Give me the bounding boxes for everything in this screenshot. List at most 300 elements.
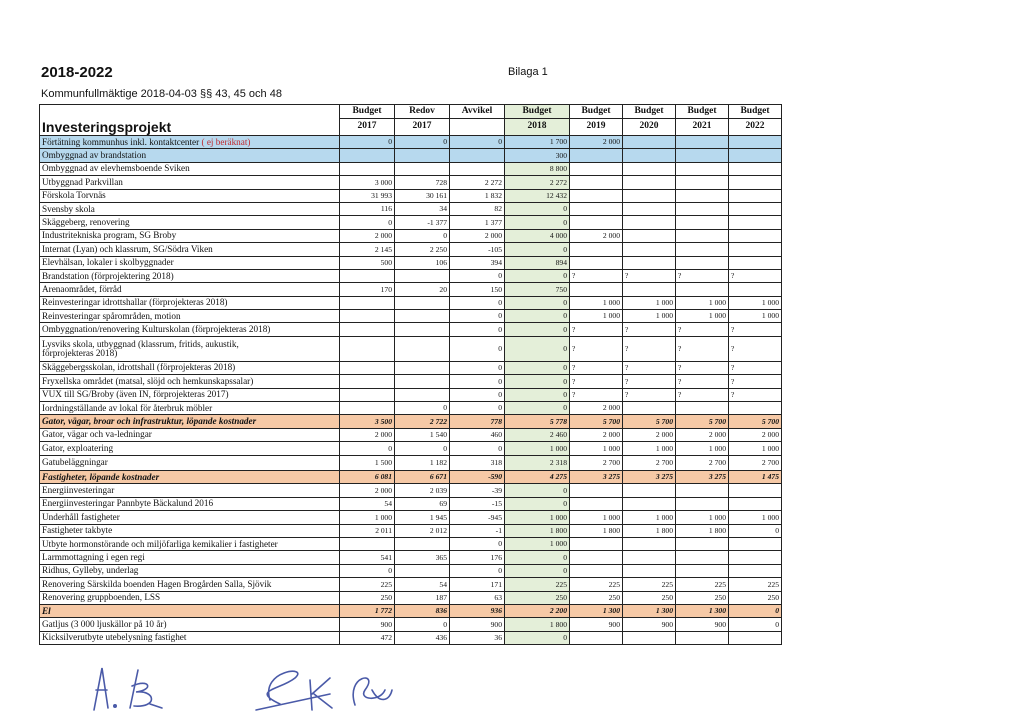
col-header-top: Budget	[676, 105, 729, 119]
project-name: Utbyte hormonstörande och miljöfarliga kemikalier i fastigheter	[42, 538, 278, 549]
value-cell: 0	[395, 442, 450, 455]
value-cell: 0	[450, 402, 505, 415]
table-row	[40, 484, 782, 497]
value-cell: 1 300	[676, 605, 729, 618]
value-cell	[395, 323, 450, 336]
value-cell: 0	[340, 564, 395, 577]
value-cell: 2 272	[450, 176, 505, 189]
value-cell: 1 800	[505, 618, 570, 631]
value-cell: ?	[676, 323, 729, 336]
value-cell: 0	[505, 202, 570, 215]
col-header-year: 2022	[729, 119, 782, 136]
value-cell	[570, 551, 623, 564]
value-cell	[395, 162, 450, 175]
value-cell	[729, 631, 782, 644]
value-cell	[729, 551, 782, 564]
value-cell: ?	[570, 323, 623, 336]
value-cell	[340, 323, 395, 336]
value-cell	[340, 375, 395, 388]
value-cell: 225	[623, 578, 676, 591]
project-name-cell	[40, 551, 340, 564]
project-name-cell	[40, 283, 340, 296]
value-cell: 1 945	[395, 511, 450, 524]
value-cell: 1 800	[623, 524, 676, 537]
table-row	[40, 631, 782, 644]
value-cell	[623, 538, 676, 551]
table-row	[40, 538, 782, 551]
value-cell	[340, 269, 395, 282]
value-cell: -15	[450, 497, 505, 510]
value-cell: 750	[505, 283, 570, 296]
value-cell: 0	[505, 497, 570, 510]
project-name-cell	[40, 415, 340, 428]
col-header-year: 2018	[505, 119, 570, 136]
project-name-cell	[40, 564, 340, 577]
project-name-cell	[40, 176, 340, 189]
value-cell: ?	[676, 361, 729, 374]
col-header-year: 2017	[395, 119, 450, 136]
value-cell: ?	[623, 336, 676, 361]
value-cell	[676, 631, 729, 644]
value-cell: ?	[676, 336, 729, 361]
value-cell: 1 377	[450, 216, 505, 229]
value-cell	[729, 216, 782, 229]
table-row	[40, 202, 782, 215]
project-name: Arenaområdet, förråd	[42, 283, 122, 294]
value-cell: 1 000	[505, 442, 570, 455]
value-cell: 3 275	[570, 471, 623, 484]
value-cell: 0	[450, 361, 505, 374]
value-cell: 170	[340, 283, 395, 296]
value-cell: 5 700	[676, 415, 729, 428]
value-cell: ?	[623, 323, 676, 336]
project-name-cell	[40, 256, 340, 269]
value-cell: 900	[676, 618, 729, 631]
value-cell	[623, 283, 676, 296]
value-cell: 2 722	[395, 415, 450, 428]
value-cell: 250	[729, 591, 782, 604]
value-cell	[340, 296, 395, 309]
value-cell	[395, 538, 450, 551]
value-cell	[623, 256, 676, 269]
value-cell: ?	[623, 388, 676, 401]
value-cell: 1 000	[570, 511, 623, 524]
value-cell	[729, 484, 782, 497]
value-cell: 394	[450, 256, 505, 269]
value-cell: 0	[395, 402, 450, 415]
value-cell: 1 000	[676, 511, 729, 524]
value-cell	[340, 149, 395, 162]
value-cell	[623, 243, 676, 256]
value-cell: 2 272	[505, 176, 570, 189]
project-name: Gator, vägar, broar och infrastruktur, löpande kostnader	[42, 416, 257, 427]
value-cell: 1 000	[570, 310, 623, 323]
project-name-cell	[40, 269, 340, 282]
decision-reference: Kommunfullmäktige 2018-04-03 §§ 43, 45 och 48	[41, 88, 282, 100]
value-cell	[623, 564, 676, 577]
value-cell: 5 700	[729, 415, 782, 428]
value-cell	[676, 189, 729, 202]
value-cell: 0	[729, 605, 782, 618]
value-cell	[340, 388, 395, 401]
project-name-cell	[40, 484, 340, 497]
project-name: Gatubeläggningar	[42, 457, 108, 468]
value-cell: 0	[395, 136, 450, 149]
value-cell: 2 460	[505, 428, 570, 441]
value-cell: 5 778	[505, 415, 570, 428]
project-name-cell	[40, 243, 340, 256]
value-cell: 1 000	[570, 442, 623, 455]
value-cell: -1	[450, 524, 505, 537]
value-cell	[340, 402, 395, 415]
table-row	[40, 591, 782, 604]
value-cell: 728	[395, 176, 450, 189]
value-cell	[729, 497, 782, 510]
value-cell: 0	[450, 323, 505, 336]
value-cell: 1 000	[676, 442, 729, 455]
project-name-cell	[40, 578, 340, 591]
col-header-top: Budget	[340, 105, 395, 119]
value-cell: 1 182	[395, 455, 450, 471]
value-cell: 500	[340, 256, 395, 269]
project-name: Renovering gruppboenden, LSS	[42, 592, 161, 603]
value-cell: 1 000	[505, 511, 570, 524]
value-cell	[570, 538, 623, 551]
value-cell: ?	[729, 323, 782, 336]
table-row	[40, 402, 782, 415]
value-cell: 69	[395, 497, 450, 510]
value-cell: 2 200	[505, 605, 570, 618]
project-name: Utbyggnad Parkvillan	[42, 176, 123, 187]
value-cell: ?	[676, 388, 729, 401]
value-cell: 900	[340, 618, 395, 631]
table-row	[40, 415, 782, 428]
value-cell: 0	[505, 216, 570, 229]
value-cell: ?	[729, 336, 782, 361]
col-header-year: 2020	[623, 119, 676, 136]
value-cell: 0	[450, 136, 505, 149]
value-cell	[570, 202, 623, 215]
value-cell: 1 500	[340, 455, 395, 471]
table-title: Investeringsprojekt	[42, 118, 172, 135]
value-cell: ?	[570, 375, 623, 388]
value-cell	[395, 149, 450, 162]
value-cell	[729, 564, 782, 577]
project-name: Fryxellska området (matsal, slöjd och hemkunskapssalar)	[42, 375, 254, 386]
value-cell: 0	[505, 564, 570, 577]
project-name-cell	[40, 229, 340, 242]
value-cell: 4 000	[505, 229, 570, 242]
value-cell: 318	[450, 455, 505, 471]
value-cell: 0	[505, 388, 570, 401]
table-row	[40, 256, 782, 269]
value-cell: 2 000	[340, 428, 395, 441]
value-cell: 171	[450, 578, 505, 591]
value-cell: 2 700	[623, 455, 676, 471]
project-name: Energiinvesteringar	[42, 485, 115, 496]
value-cell: -39	[450, 484, 505, 497]
value-cell	[340, 336, 395, 361]
value-cell: 30 161	[395, 189, 450, 202]
table-row	[40, 149, 782, 162]
value-cell	[450, 149, 505, 162]
value-cell: 0	[505, 631, 570, 644]
value-cell: 894	[505, 256, 570, 269]
value-cell: 0	[450, 564, 505, 577]
project-name: Gator, vägar och va-ledningar	[42, 429, 152, 440]
value-cell: ?	[729, 388, 782, 401]
project-name-cell	[40, 428, 340, 441]
value-cell: -1 377	[395, 216, 450, 229]
value-cell	[395, 361, 450, 374]
value-cell: 34	[395, 202, 450, 215]
table-row	[40, 296, 782, 309]
value-cell: 3 275	[623, 471, 676, 484]
table-row	[40, 310, 782, 323]
value-cell: ?	[570, 269, 623, 282]
value-cell: 0	[505, 323, 570, 336]
value-cell	[340, 361, 395, 374]
project-name-cell	[40, 388, 340, 401]
table-row	[40, 511, 782, 524]
value-cell: 1 000	[623, 310, 676, 323]
value-cell: 0	[505, 402, 570, 415]
value-cell: 0	[450, 538, 505, 551]
project-name-cell	[40, 202, 340, 215]
value-cell: 250	[505, 591, 570, 604]
value-cell: ?	[676, 269, 729, 282]
value-cell: 1 000	[505, 538, 570, 551]
value-cell	[340, 538, 395, 551]
project-name-cell	[40, 136, 340, 149]
value-cell: 2 000	[570, 229, 623, 242]
value-cell: 2 700	[676, 455, 729, 471]
table-row	[40, 189, 782, 202]
value-cell	[676, 256, 729, 269]
value-cell: 250	[623, 591, 676, 604]
value-cell: 1 540	[395, 428, 450, 441]
value-cell	[676, 229, 729, 242]
value-cell: 460	[450, 428, 505, 441]
value-cell: 1 000	[729, 296, 782, 309]
value-cell: 300	[505, 149, 570, 162]
project-name: Reinvesteringar idrottshallar (förprojekteras 2018)	[42, 297, 228, 308]
value-cell	[676, 136, 729, 149]
value-cell: 0	[340, 216, 395, 229]
value-cell: 225	[676, 578, 729, 591]
value-cell	[395, 336, 450, 361]
value-cell: 3 500	[340, 415, 395, 428]
value-cell	[676, 202, 729, 215]
project-name-cell	[40, 189, 340, 202]
project-name-cell	[40, 323, 340, 336]
value-cell: 2 000	[570, 402, 623, 415]
value-cell: 0	[450, 336, 505, 361]
project-name: Gator, exploatering	[42, 442, 114, 453]
value-cell	[570, 162, 623, 175]
value-cell: -105	[450, 243, 505, 256]
value-cell: 1 700	[505, 136, 570, 149]
value-cell: 2 000	[570, 428, 623, 441]
value-cell: 8 800	[505, 162, 570, 175]
project-name-cell	[40, 442, 340, 455]
value-cell	[729, 229, 782, 242]
value-cell: 1 000	[570, 296, 623, 309]
project-name-cell	[40, 538, 340, 551]
value-cell: 0	[450, 296, 505, 309]
value-cell	[395, 269, 450, 282]
value-cell: 472	[340, 631, 395, 644]
project-name: Ombyggnad av brandstation	[42, 149, 147, 160]
project-name: Energiinvesteringar Pannbyte Bäckalund 2016	[42, 498, 214, 509]
col-header-top: Avvikel	[450, 105, 505, 119]
value-cell	[623, 189, 676, 202]
table-row	[40, 605, 782, 618]
value-cell: 6 671	[395, 471, 450, 484]
value-cell: 436	[395, 631, 450, 644]
value-cell: 2 000	[676, 428, 729, 441]
project-name: Internat (Lyan) och klassrum, SG/Södra Viken	[42, 243, 213, 254]
value-cell: 0	[505, 243, 570, 256]
value-cell: 2 250	[395, 243, 450, 256]
value-cell: 2 000	[340, 229, 395, 242]
project-name-cell	[40, 618, 340, 631]
value-cell: 1 300	[570, 605, 623, 618]
value-cell: 0	[340, 136, 395, 149]
value-cell: 1 000	[729, 442, 782, 455]
project-name: Förskola Torvnäs	[42, 190, 106, 201]
value-cell: 1 000	[676, 310, 729, 323]
project-name: Svensby skola	[42, 203, 95, 214]
value-cell	[395, 296, 450, 309]
table-row	[40, 388, 782, 401]
value-cell	[729, 402, 782, 415]
table-row	[40, 578, 782, 591]
col-header-year: 2017	[340, 119, 395, 136]
col-header-top: Budget	[623, 105, 676, 119]
table-row	[40, 524, 782, 537]
project-name-cell	[40, 524, 340, 537]
project-name-cell	[40, 361, 340, 374]
project-name: Förtätning kommunhus inkl. kontaktcenter	[42, 136, 200, 147]
value-cell: ?	[570, 388, 623, 401]
value-cell: 1 475	[729, 471, 782, 484]
value-cell	[570, 484, 623, 497]
value-cell: 2 000	[729, 428, 782, 441]
value-cell	[676, 176, 729, 189]
value-cell: 176	[450, 551, 505, 564]
value-cell	[570, 564, 623, 577]
value-cell	[729, 176, 782, 189]
project-name-cell	[40, 631, 340, 644]
value-cell: 0	[505, 269, 570, 282]
value-cell: 2 700	[570, 455, 623, 471]
value-cell	[729, 136, 782, 149]
value-cell: 0	[505, 375, 570, 388]
value-cell	[729, 162, 782, 175]
value-cell	[676, 497, 729, 510]
project-name: Kicksilverutbyte utebelysning fastighet	[42, 632, 187, 643]
table-row	[40, 471, 782, 484]
value-cell: 2 000	[340, 484, 395, 497]
project-name-continued: förprojekteras 2018)	[42, 347, 118, 358]
project-name: Underhåll fastigheter	[42, 511, 120, 522]
value-cell: 116	[340, 202, 395, 215]
project-name-cell	[40, 471, 340, 484]
value-cell: 0	[340, 442, 395, 455]
value-cell	[729, 256, 782, 269]
col-header-top: Budget	[570, 105, 623, 119]
investment-table	[39, 104, 782, 645]
value-cell	[623, 136, 676, 149]
project-name-cell	[40, 296, 340, 309]
value-cell: 2 000	[450, 229, 505, 242]
project-name: Lysviks skola, utbyggnad (klassrum, fritids, aukustik,	[42, 338, 239, 349]
table-row	[40, 428, 782, 441]
value-cell: -945	[450, 511, 505, 524]
value-cell	[340, 310, 395, 323]
value-cell	[729, 149, 782, 162]
value-cell: 836	[395, 605, 450, 618]
value-cell	[623, 202, 676, 215]
table-row	[40, 442, 782, 455]
table-title-cell	[40, 105, 340, 136]
value-cell: 1 000	[623, 296, 676, 309]
value-cell	[623, 229, 676, 242]
project-name: Renovering Särskilda boenden Hagen Brogården Salla, Sjövik	[42, 578, 272, 589]
value-cell	[570, 149, 623, 162]
value-cell: 0	[729, 618, 782, 631]
value-cell: 2 000	[570, 136, 623, 149]
value-cell	[676, 243, 729, 256]
value-cell: 0	[450, 375, 505, 388]
value-cell: 2 700	[729, 455, 782, 471]
value-cell: 1 800	[505, 524, 570, 537]
value-cell	[570, 243, 623, 256]
value-cell: 1 000	[623, 511, 676, 524]
project-name-cell	[40, 455, 340, 471]
value-cell	[395, 375, 450, 388]
project-name-cell	[40, 149, 340, 162]
value-cell	[729, 202, 782, 215]
value-cell: 0	[505, 310, 570, 323]
value-cell	[676, 484, 729, 497]
value-cell: 2 012	[395, 524, 450, 537]
project-name: VUX till SG/Broby (även IN, förprojekteras 2017)	[42, 389, 229, 400]
project-name: Gatljus (3 000 ljuskällor på 10 år)	[42, 618, 167, 629]
table-row	[40, 216, 782, 229]
project-name: Brandstation (förprojektering 2018)	[42, 270, 174, 281]
value-cell: 900	[623, 618, 676, 631]
handwritten-signatures	[80, 660, 420, 720]
value-cell: 225	[340, 578, 395, 591]
value-cell: 1 832	[450, 189, 505, 202]
value-cell	[676, 402, 729, 415]
value-cell: ?	[570, 336, 623, 361]
value-cell: 2 039	[395, 484, 450, 497]
project-name: Larmmottagning i egen regi	[42, 552, 145, 563]
value-cell	[570, 176, 623, 189]
table-row	[40, 618, 782, 631]
value-cell	[729, 283, 782, 296]
project-name: El	[42, 605, 51, 616]
value-cell	[676, 216, 729, 229]
col-header-top: Redov	[395, 105, 450, 119]
col-header-top: Budget	[505, 105, 570, 119]
table-row	[40, 564, 782, 577]
table-row	[40, 455, 782, 471]
value-cell: 1 772	[340, 605, 395, 618]
